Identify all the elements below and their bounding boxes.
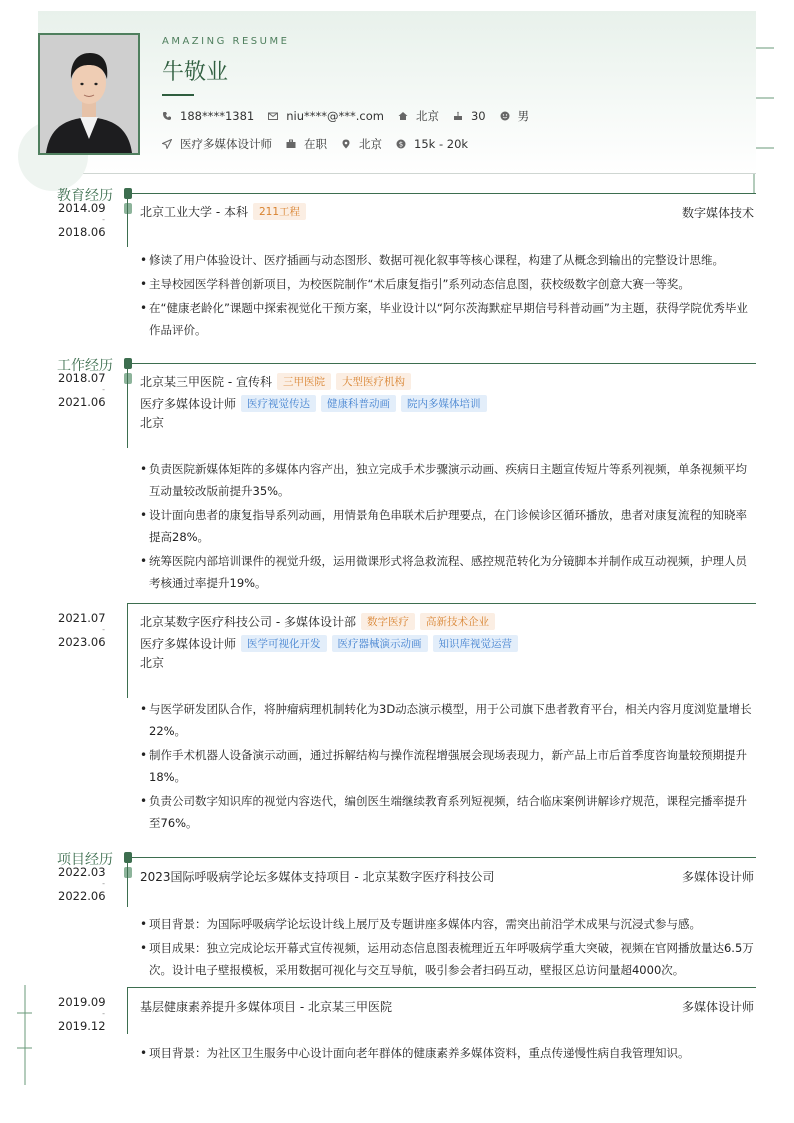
contact-city xyxy=(398,108,439,124)
work-city: 北京 xyxy=(140,416,165,430)
job-title xyxy=(162,136,272,152)
email-text: niu****@***.com xyxy=(286,109,384,123)
mail-icon xyxy=(268,111,278,121)
phone-text: 188****1381 xyxy=(180,109,255,123)
list-item: • 设计面向患者的康复指导系列动画，用情景角色串联术后护理要点，在门诊候诊区循环播放，患者对康复流程的知晓率提高28%。 xyxy=(140,504,756,548)
project-name: 2023国际呼吸病学论坛多媒体支持项目 - 北京某数字医疗科技公司 xyxy=(140,870,495,884)
role-name: 医疗多媒体设计师 xyxy=(140,637,237,651)
svg-text:$: $ xyxy=(398,140,404,149)
list-item: • 负责医院新媒体矩阵的多媒体内容产出，独立完成手术步骤演示动画、疾病日主题宣传短片等系列视频，单条视频平均互动量较改版前提升35%。 xyxy=(140,458,756,502)
cake-icon xyxy=(453,111,463,121)
company-name: 北京某三甲医院 - 宣传科 xyxy=(140,375,272,389)
timeline-marker xyxy=(124,203,132,214)
school-tag: 211工程 xyxy=(253,203,306,220)
city-text: 北京 xyxy=(415,109,439,123)
timeline-marker xyxy=(124,852,132,863)
role-tag: 医疗视觉传达 xyxy=(241,395,316,412)
company-tag: 三甲医院 xyxy=(277,373,331,390)
resume-tagline: AMAZING RESUME xyxy=(162,36,290,47)
major: 数字媒体技术 xyxy=(681,206,754,220)
work-bullets xyxy=(140,698,756,836)
date-separator: - xyxy=(102,625,105,634)
contact-gender xyxy=(500,108,530,124)
role-heading xyxy=(140,395,487,412)
role-tag: 院内多媒体培训 xyxy=(401,395,487,412)
job-intent-row xyxy=(162,136,482,152)
list-item: • 项目背景：为社区卫生服务中心设计面向老年群体的健康素养多媒体资料，重点传递慢性病自我管理知识。 xyxy=(140,1042,756,1064)
list-item: • 主导校园医学科普创新项目，为校医院制作“术后康复指引”系列动态信息图，获校级数字创意大赛一等奖。 xyxy=(140,273,756,295)
date-separator: - xyxy=(102,385,105,394)
gender-text: 男 xyxy=(517,109,530,123)
candidate-name: 牛敬业 xyxy=(162,60,229,85)
job-status-text: 在职 xyxy=(304,137,327,151)
section-title-projects: 项目经历 xyxy=(57,852,113,868)
company-tag: 大型医疗机构 xyxy=(336,373,411,390)
contact-row xyxy=(162,108,543,124)
date-separator: - xyxy=(102,879,105,888)
job-location xyxy=(341,136,382,152)
project-heading xyxy=(140,868,495,885)
contact-age xyxy=(453,109,486,123)
end-date: 2023.06 xyxy=(58,635,106,649)
job-salary xyxy=(396,137,468,151)
start-date: 2021.07 xyxy=(58,611,106,625)
resume-header xyxy=(38,11,756,174)
money-icon xyxy=(396,139,406,149)
home-icon xyxy=(398,111,408,121)
timeline-line xyxy=(127,987,128,1034)
section-divider xyxy=(128,363,756,364)
briefcase-icon xyxy=(286,139,296,149)
start-date: 2014.09 xyxy=(58,201,106,215)
role-heading xyxy=(140,635,518,652)
list-item: • 在“健康老龄化”课题中探索视觉化干预方案，毕业设计以“阿尔茨海默症早期信号科普动画”为主题，获得学院优秀毕业作品评价。 xyxy=(140,297,756,341)
section-divider xyxy=(128,857,756,858)
gender-icon xyxy=(500,111,510,121)
start-date: 2018.07 xyxy=(58,371,106,385)
timeline-line xyxy=(127,193,128,247)
company-tag: 高新技术企业 xyxy=(420,613,495,630)
end-date: 2019.12 xyxy=(58,1019,106,1033)
section-divider xyxy=(128,193,756,194)
job-salary-text: 15k - 20k xyxy=(414,137,469,151)
date-separator: - xyxy=(102,215,105,224)
section-title-education: 教育经历 xyxy=(57,188,113,204)
company-name: 北京某数字医疗科技公司 - 多媒体设计部 xyxy=(140,615,356,629)
timeline-line xyxy=(127,857,128,907)
send-icon xyxy=(162,139,172,149)
role-name: 医疗多媒体设计师 xyxy=(140,397,237,411)
timeline-line xyxy=(127,363,128,448)
work-bullets xyxy=(140,458,756,596)
timeline-marker xyxy=(124,373,132,384)
list-item: • 制作手术机器人设备演示动画，通过拆解结构与操作流程增强展会现场表现力，新产品上市后首季度咨询量较预期提升18%。 xyxy=(140,744,756,788)
education-bullets xyxy=(140,249,756,343)
work-city: 北京 xyxy=(140,656,165,670)
decorative-lines-left xyxy=(12,985,42,1085)
project-bullets xyxy=(140,913,756,983)
list-item: • 修读了用户体验设计、医疗插画与动态图形、数据可视化叙事等核心课程，构建了从概念到输出的完整设计思维。 xyxy=(140,249,756,271)
company-tag: 数字医疗 xyxy=(361,613,415,630)
entry-divider xyxy=(128,987,756,988)
section-title-work: 工作经历 xyxy=(57,358,113,374)
entry-divider xyxy=(128,603,756,604)
role-tag: 医学可视化开发 xyxy=(241,635,327,652)
company-heading xyxy=(140,373,411,390)
project-role: 多媒体设计师 xyxy=(681,870,754,884)
list-item: • 项目背景：为国际呼吸病学论坛设计线上展厅及专题讲座多媒体内容，需突出前沿学术成果与沉浸式参与感。 xyxy=(140,913,756,935)
timeline-line xyxy=(127,603,128,698)
job-location-text: 北京 xyxy=(359,137,382,151)
start-date: 2019.09 xyxy=(58,995,106,1009)
job-title-text: 医疗多媒体设计师 xyxy=(180,137,272,151)
project-heading xyxy=(140,998,392,1015)
role-tag: 健康科普动画 xyxy=(321,395,396,412)
project-name: 基层健康素养提升多媒体项目 - 北京某三甲医院 xyxy=(140,1000,392,1014)
phone-icon xyxy=(162,111,172,121)
contact-phone xyxy=(162,109,254,123)
timeline-marker xyxy=(124,358,132,369)
school-name: 北京工业大学 - 本科 xyxy=(140,205,248,219)
end-date: 2021.06 xyxy=(58,395,106,409)
list-item: • 项目成果：独立完成论坛开幕式宣传视频，运用动态信息图表梳理近五年呼吸病学重大突破，视频在官网播放量达6.5万次。设计电子壁报模板，采用数据可视化与交互导航，吸引参会者扫码互动，壁报区总访问量超4000次。 xyxy=(140,937,756,981)
timeline-marker xyxy=(124,867,132,878)
role-tag: 医疗器械演示动画 xyxy=(332,635,428,652)
list-item: • 负责公司数字知识库的视觉内容迭代，编创医生端继续教育系列短视频，结合临床案例讲解诊疗规范，课程完播率提升至76%。 xyxy=(140,790,756,834)
date-separator: - xyxy=(102,1009,105,1018)
start-date: 2022.03 xyxy=(58,865,106,879)
end-date: 2022.06 xyxy=(58,889,106,903)
contact-email xyxy=(268,109,384,123)
list-item: • 与医学研发团队合作，将肿瘤病理机制转化为3D动态演示模型，用于公司旗下患者教育平台，相关内容月度浏览量增长22%。 xyxy=(140,698,756,742)
age-text: 30 xyxy=(470,109,486,123)
end-date: 2018.06 xyxy=(58,225,106,239)
project-bullets xyxy=(140,1042,756,1066)
role-tag: 知识库视觉运营 xyxy=(433,635,519,652)
profile-photo xyxy=(38,33,140,155)
name-underline xyxy=(162,94,194,96)
job-status xyxy=(286,136,327,152)
timeline-marker xyxy=(124,188,132,199)
school-heading xyxy=(140,203,306,220)
company-heading xyxy=(140,613,495,630)
list-item: • 统筹医院内部培训课件的视觉升级，运用微课形式将急救流程、感控规范转化为分镜脚本并制作成互动视频，护理人员考核通过率提升19%。 xyxy=(140,550,756,594)
location-icon xyxy=(341,139,351,149)
project-role: 多媒体设计师 xyxy=(681,1000,754,1014)
